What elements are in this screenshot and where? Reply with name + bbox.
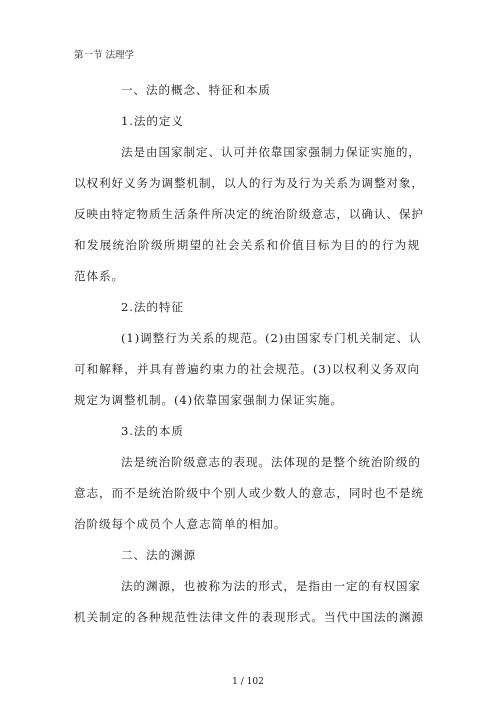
paragraph-line: 法是统治阶级意志的表现。法体现的是整个统治阶级的 [121,455,421,469]
heading-sources: 二、法的渊源 [121,548,196,562]
paragraph-line: 法是由国家制定、认可并依靠国家强制力保证实施的， [121,145,421,159]
paragraph-line: 治阶级每个成员个人意志简单的相加。 [74,517,287,531]
paragraph-line: 机关制定的各种规范性法律文件的表现形式。当代中国法的渊源 [74,610,424,624]
paragraph-line: 以权利好义务为调整机制，以人的行为及行为关系为调整对象， [74,176,424,190]
subheading-features: 2.法的特征 [121,300,184,314]
paragraph-line: 规定为调整机制。(4)依靠国家强制力保证实施。 [74,393,343,407]
paragraph-line: 法的渊源，也被称为法的形式，是指由一定的有权国家 [121,579,421,593]
paragraph-line: 和发展统治阶级所期望的社会关系和价值目标为目的的行为规 [74,238,420,252]
paragraph-line: 意志，而不是统治阶级中个别人或少数人的意志，同时也不是统 [74,486,424,500]
paragraph-line: 范体系。 [74,269,124,283]
subheading-essence: 3.法的本质 [121,424,184,438]
paragraph-line: 反映由特定物质生活条件所决定的统治阶级意志，以确认、保护 [74,207,424,221]
paragraph-line: (1)调整行为关系的规范。(2)由国家专门机关制定、认 [121,331,422,345]
heading-concept: 一、法的概念、特征和本质 [121,83,271,97]
section-title: 第一节 法理学 [74,50,135,61]
subheading-definition: 1.法的定义 [121,114,184,128]
paragraph-line: 可和解释，并具有普遍约束力的社会规范。(3)以权利义务双向 [74,362,420,376]
page-number: 1 / 102 [232,677,264,687]
